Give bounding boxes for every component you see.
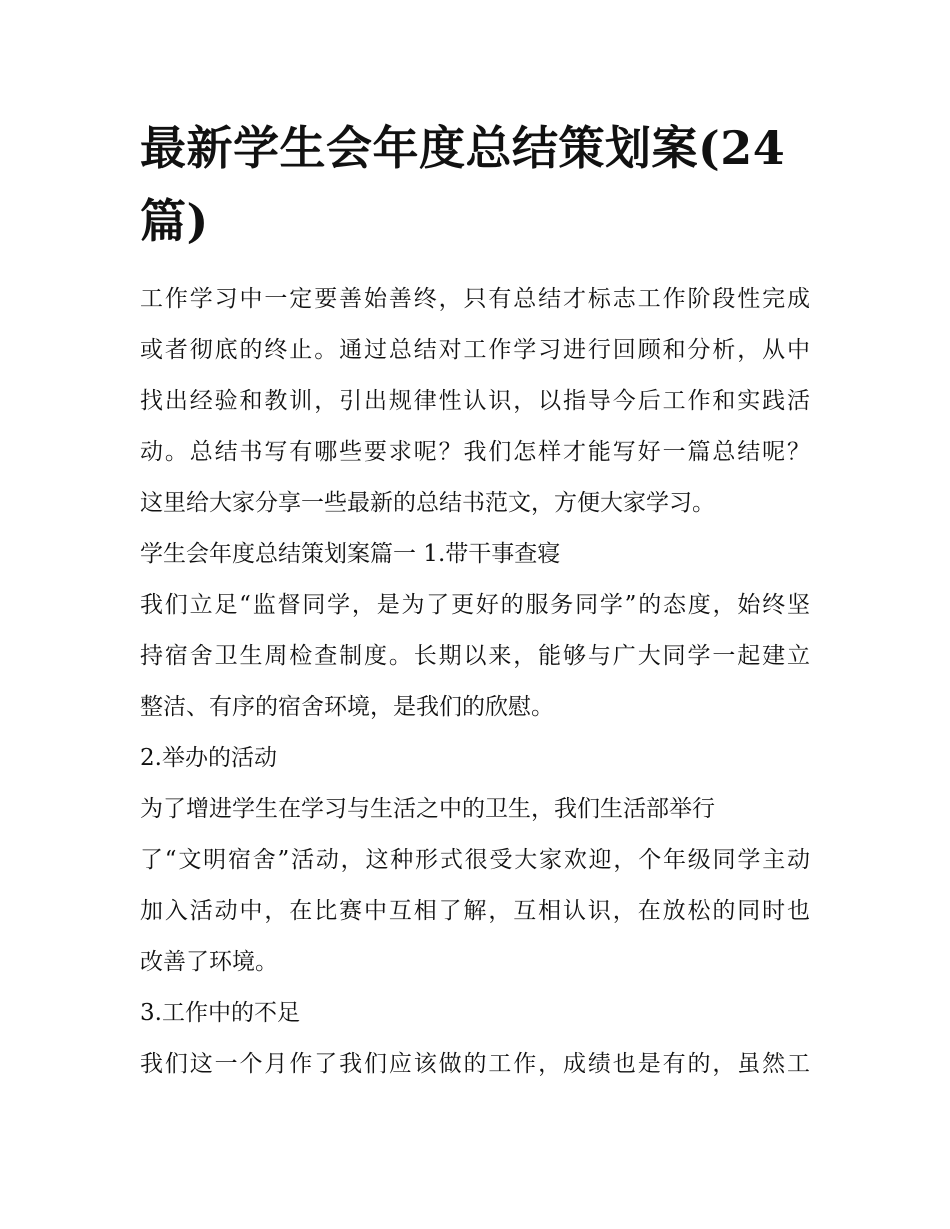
document-title (140, 112, 810, 258)
body-line: 这里给大家分享一些最新的总结书范文，方便大家学习。 (140, 490, 715, 516)
body-line: 或者彻底的终止。通过总结对工作学习进行回顾和分析，从中 (140, 337, 810, 363)
section-heading: 学生会年度总结策划案篇一 1.带干事查寝 (140, 541, 561, 567)
body-line: 我们这一个月作了我们应该做的工作，成绩也是有的，虽然工 (140, 1051, 810, 1077)
body-line: 加入活动中，在比赛中互相了解，互相认识，在放松的同时也 (140, 898, 810, 924)
body-line: 持宿舍卫生周检查制度。长期以来，能够与广大同学一起建立 (140, 643, 810, 669)
section-heading: 2.举办的活动 (140, 745, 277, 771)
title-line: 篇) (140, 194, 209, 248)
body-line: 找出经验和教训，引出规律性认识，以指导今后工作和实践活 (140, 388, 810, 414)
body-line: 为了增进学生在学习与生活之中的卫生，我们生活部举行 (140, 796, 715, 822)
document-body (140, 274, 810, 1090)
body-line: 整洁、有序的宿舍环境，是我们的欣慰。 (140, 694, 554, 720)
title-line: 最新学生会年度总结策划案(24 (140, 121, 786, 175)
body-line: 了“文明宿舍”活动，这种形式很受大家欢迎，个年级同学主动 (140, 847, 810, 873)
body-line: 我们立足“监督同学，是为了更好的服务同学”的态度，始终坚 (140, 592, 810, 618)
body-line: 工作学习中一定要善始善终，只有总结才标志工作阶段性完成 (140, 286, 810, 312)
body-line: 改善了环境。 (140, 949, 278, 975)
body-line: 动。总结书写有哪些要求呢？我们怎样才能写好一篇总结呢？ (140, 439, 810, 465)
section-heading: 3.工作中的不足 (140, 1000, 300, 1026)
